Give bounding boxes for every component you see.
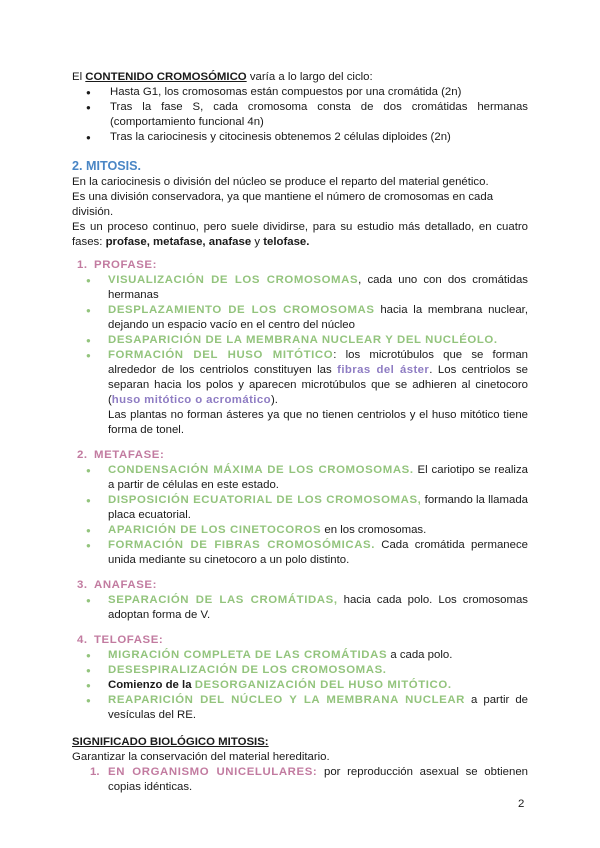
phase-heading-profase: 1. PROFASE:	[77, 259, 158, 271]
list-item: ● SEPARACIÓN DE LAS CROMÁTIDAS, hacia cada polo. Los cromosomas adoptan forma de V.	[72, 593, 528, 623]
phase-heading-metafase: 2. METAFASE:	[77, 449, 165, 461]
page-number: 2	[518, 798, 525, 810]
list-item: ● Tras la fase S, cada cromosoma consta de dos cromátidas hermanas (comportamiento funcional 4n)	[72, 100, 528, 130]
anafase-list	[72, 593, 528, 623]
list-item: ● DESPLAZAMIENTO DE LOS CROMOSOMAS hacia la membrana nuclear, dejando un espacio vacío en el centro del núcleo	[72, 303, 528, 333]
phase-heading-anafase: 3. ANAFASE:	[77, 579, 158, 591]
list-item: ● FORMACIÓN DE FIBRAS CROMOSÓMICAS. Cada cromátida permanece unida mediante su cinetocoro a un polo distinto.	[72, 538, 528, 568]
list-item: ● FORMACIÓN DEL HUSO MITÓTICO: los microtúbulos que se forman alrededor de los centriolos constituyen las fibras del áster. Los centriolos se separan hacia los polos y aparecen microtúbulos que se adhieren al cinetocoro (huso mitótico o acromático). Las plantas no forman ásteres ya que no tienen centriolos y el huso mitótico tiene forma de tonel.	[72, 348, 528, 438]
significado-heading: SIGNIFICADO BIOLÓGICO MITOSIS:	[72, 736, 269, 748]
list-item: ● DESAPARICIÓN DE LA MEMBRANA NUCLEAR Y DEL NUCLÉOLO.	[72, 333, 528, 348]
mitosis-paragraph-1: En la cariocinesis o división del núcleo se produce el reparto del material genético.	[72, 176, 489, 188]
metafase-list	[72, 463, 528, 568]
list-item: ● Comienzo de la DESORGANIZACIÓN DEL HUSO MITÓTICO.	[72, 678, 528, 693]
list-item: ● REAPARICIÓN DEL NÚCLEO Y LA MEMBRANA NUCLEAR a partir de vesículas del RE.	[72, 693, 528, 723]
list-item: ● VISUALIZACIÓN DE LOS CROMOSOMAS, cada uno con dos cromátidas hermanas	[72, 273, 528, 303]
list-item: ● Tras la cariocinesis y citocinesis obtenemos 2 células diploides (2n)	[72, 130, 528, 145]
list-item: ● CONDENSACIÓN MÁXIMA DE LOS CROMOSOMAS. El cariotipo se realiza a partir de células en este estado.	[72, 463, 528, 493]
list-item: ● Hasta G1, los cromosomas están compuestos por una cromátida (2n)	[72, 85, 528, 100]
profase-list	[72, 273, 528, 438]
huso-acromatico-term: huso mitótico o acromático	[111, 394, 271, 406]
list-item: ● MIGRACIÓN COMPLETA DE LAS CROMÁTIDAS a cada polo.	[72, 648, 528, 663]
telofase-list	[72, 648, 528, 723]
phase-heading-telofase: 4. TELOFASE:	[77, 634, 164, 646]
page-content	[72, 70, 528, 795]
plantas-note: Las plantas no forman ásteres ya que no tienen centriolos y el huso mitótico tiene forma de tonel.	[108, 409, 528, 436]
fibras-aster-term: fibras del áster	[337, 364, 430, 376]
mitosis-paragraph-2: Es una división conservadora, ya que mantiene el número de cromosomas en cada división.	[72, 191, 494, 218]
intro-bullet-list	[72, 85, 528, 145]
list-item: ● DISPOSICIÓN ECUATORIAL DE LOS CROMOSOMAS, formando la llamada placa ecuatorial.	[72, 493, 528, 523]
list-item: ● DESESPIRALIZACIÓN DE LOS CROMOSOMAS.	[72, 663, 528, 678]
contenido-cromosomico-term: CONTENIDO CROMOSÓMICO	[85, 71, 247, 83]
intro-line: El CONTENIDO CROMOSÓMICO varía a lo largo del ciclo:	[72, 71, 373, 83]
significado-list	[72, 765, 528, 795]
list-item: ● APARICIÓN DE LOS CINETOCOROS en los cromosomas.	[72, 523, 528, 538]
section-heading-mitosis: 2. MITOSIS.	[72, 159, 142, 173]
significado-line: Garantizar la conservación del material hereditario.	[72, 751, 330, 763]
list-item: 1. EN ORGANISMO UNICELULARES: por reproducción asexual se obtienen copias idénticas.	[90, 766, 528, 793]
mitosis-paragraph-3: Es un proceso continuo, pero suele dividirse, para su estudio más detallado, en cuatro fases: profase, metafase, anafase y telofase.	[72, 221, 528, 248]
